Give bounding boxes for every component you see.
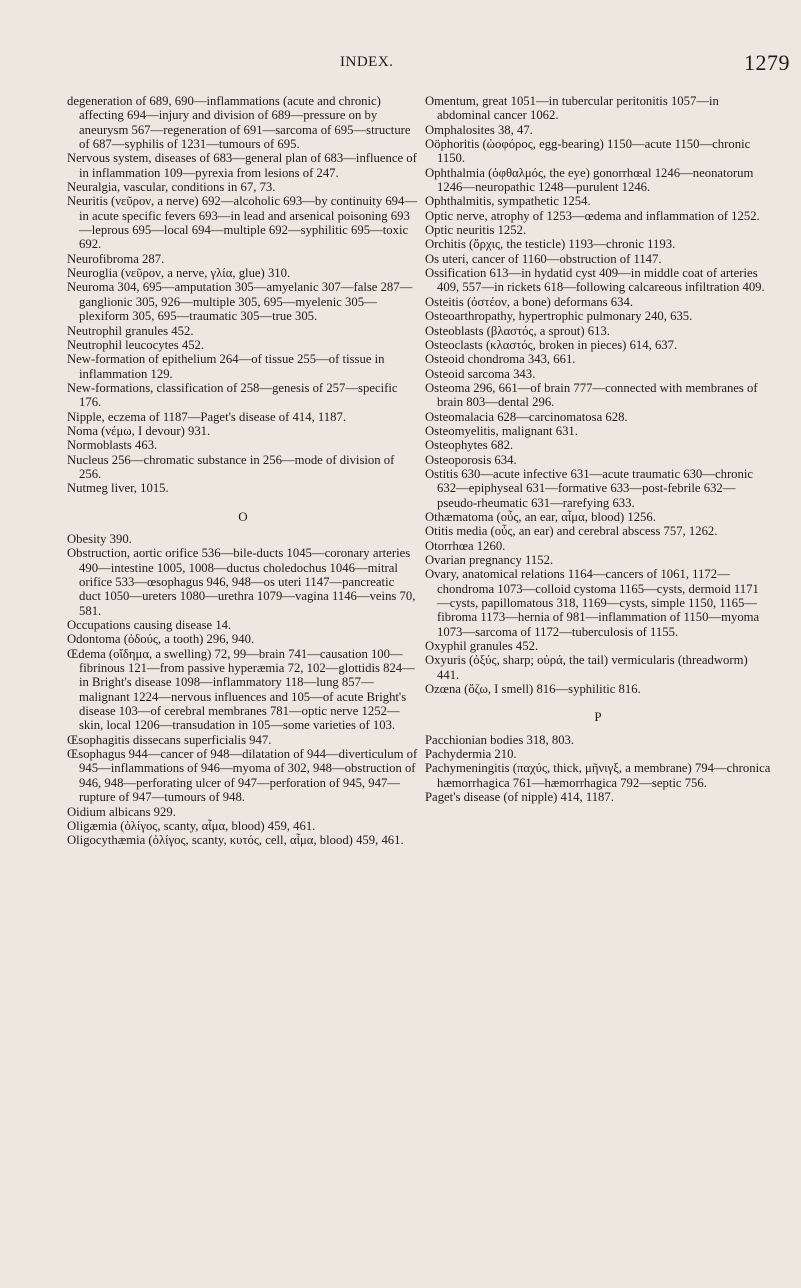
index-entry: Osteoporosis 634. (425, 452, 517, 467)
entries-p (425, 733, 771, 805)
index-entry: Nucleus 256—chromatic substance in 256—mode of division of 256. (67, 452, 395, 481)
index-entry: Osteophytes 682. (425, 438, 514, 453)
index-entry: Oöphoritis (ὠοφόρος, egg-bearing) 1150—acute 1150—chronic 1150. (425, 137, 751, 166)
running-head: INDEX. (340, 54, 394, 70)
index-entry: Osteoblasts (βλαστός, a sprout) 613. (425, 323, 610, 338)
index-entry: New-formation of epithelium 264—of tissue 255—of tissue in inflammation 129. (67, 352, 385, 381)
index-entry: Orchitis (ὄρχις, the testicle) 1193—chronic 1193. (425, 237, 676, 252)
index-entry: Neurofibroma 287. (67, 251, 165, 266)
index-entry: Osteoclasts (κλαστός, broken in pieces) 614, 637. (425, 337, 678, 352)
index-entry: Neuroglia (νεῦρον, a nerve, γλία, glue) 310. (67, 266, 291, 281)
index-column-right (425, 94, 771, 805)
index-entry: Neuritis (νεῦρον, a nerve) 692—alcoholic 693—by continuity 694—in acute specific fevers 693—in lead and arsenical poisoning 693—leprous 695—local 694—multiple 692—syphilitic 695—toxic 692. (67, 194, 418, 252)
index-entry: Normoblasts 463. (67, 438, 158, 453)
index-entry: Neutrophil leucocytes 452. (67, 337, 205, 352)
index-entry: Oxyuris (ὀξύς, sharp; οὐρά, the tail) vermicularis (threadworm) 441. (425, 653, 748, 682)
index-entry: Osteoid sarcoma 343. (425, 366, 536, 381)
index-entry: Oligocythæmia (ὀλίγος, scanty, κυτός, cell, αἷμα, blood) 459, 461. (67, 833, 404, 848)
index-entry: Pachydermia 210. (425, 747, 517, 762)
index-entry: Neutrophil granules 452. (67, 323, 194, 338)
index-entry: Oidium albicans 929. (67, 804, 176, 819)
index-entry: Osteoma 296, 661—of brain 777—connected with membranes of brain 803—dental 296. (425, 380, 758, 410)
index-entry: Œsophagitis dissecans superficialis 947. (67, 732, 272, 747)
index-entry: Ossification 613—in hydatid cyst 409—in middle coat of arteries 409, 557—in rickets 618—following calcareous infiltration 409. (425, 266, 765, 295)
index-entry: Neuroma 304, 695—amputation 305—amyelanic 307—false 287—ganglionic 305, 926—multiple 305, 695—myelenic 305—plexiform 305, 695—traumatic 305—true 305. (67, 280, 413, 324)
index-entry: Obstruction, aortic orifice 536—bile-ducts 1045—coronary arteries 490—intestine 1005, 1008—ductus choledochus 1046—mitral orifice 533—œsophagus 946, 948—os uteri 1147—pancreatic duct 1050—ureters 1080—urethra 1079—vagina 1146—veins 70, 581. (67, 546, 416, 618)
index-entry: Nutmeg liver, 1015. (67, 481, 169, 496)
index-entry: Oligæmia (ὀλίγος, scanty, αἷμα, blood) 459, 461. (67, 818, 316, 833)
index-entry: Ophthalmia (ὀφθαλμός, the eye) gonorrhœal 1246—neonatorum 1246—neuropathic 1248—purulent 1246. (425, 165, 754, 195)
index-entry: Optic neuritis 1252. (425, 223, 527, 238)
index-entry: Nervous system, diseases of 683—general plan of 683—influence of in inflammation 109—pyrexia from lesions of 247. (67, 151, 417, 180)
index-entry: Obesity 390. (67, 531, 132, 546)
index-entry: Paget's disease (of nipple) 414, 1187. (425, 790, 614, 805)
index-entry: Otitis media (οὖς, an ear) and cerebral abscess 757, 1262. (425, 524, 718, 539)
index-entry: Omphalosites 38, 47. (425, 122, 533, 137)
index-entry: Ovarian pregnancy 1152. (425, 553, 554, 567)
index-column-left (67, 94, 419, 848)
index-entry: Œsophagus 944—cancer of 948—dilatation of 944—diverticulum of 945—inflammations of 946—myoma of 302, 948—obstruction of 946, 948—perforating ulcer of 947—perforation of 945, 947—rupture of 947—tumours of 948. (67, 747, 418, 805)
entries-o (67, 532, 419, 848)
index-entry: degeneration of 689, 690—inflammations (acute and chronic) affecting 694—injury and division of 689—pressure on by aneurysm 567—regeneration of 691—sarcoma of 695—structure of 687—syphilis of 1231—tumours of 695. (67, 94, 411, 152)
index-entry: New-formations, classification of 258—genesis of 257—specific 176. (67, 380, 398, 410)
index-entry: Odontoma (ὀδούς, a tooth) 296, 940. (67, 632, 255, 647)
page-header (0, 44, 801, 84)
index-entry: Omentum, great 1051—in tubercular peritonitis 1057—in abdominal cancer 1062. (425, 94, 719, 123)
index-entry: Nipple, eczema of 1187—Paget's disease of 414, 1187. (67, 409, 346, 424)
index-entry: Ozœna (ὄζω, I smell) 816—syphilitic 816. (425, 682, 641, 697)
index-entry: Oxyphil granules 452. (425, 639, 539, 654)
index-entry: Ophthalmitis, sympathetic 1254. (425, 194, 591, 209)
index-entry: Noma (νέμω, I devour) 931. (67, 423, 211, 438)
index-entry: Occupations causing disease 14. (67, 618, 232, 633)
index-entry: Osteomalacia 628—carcinomatosa 628. (425, 409, 628, 424)
index-entry: Ostitis 630—acute infective 631—acute traumatic 630—chronic 632—epiphyseal 631—formative 633—post-febrile 632—pseudo-rheumatic 631—rarefying 633. (425, 466, 754, 510)
index-entry: Osteoarthropathy, hypertrophic pulmonary 240, 635. (425, 309, 693, 324)
page-number: 1279 (744, 50, 790, 75)
index-entry: Pachymeningitis (παχύς, thick, μῆνιγξ, a membrane) 794—chronica hæmorrhagica 761—hæmorrhagica 792—septic 756. (425, 761, 771, 790)
index-entry: Ovary, anatomical relations 1164—cancers of 1061, 1172—chondroma 1073—colloid cystoma 1165—cysts, dermoid 1171—cysts, papillomatous 318, 1169—cysts, simple 1150, 1165—fibroma 1173—hernia of 981—inflammation of 1150—myoma 1073—sarcoma of 1172—tuberculosis of 1155. (425, 567, 760, 639)
index-entry: Pacchionian bodies 318, 803. (425, 732, 575, 747)
entries-n-continued (67, 94, 419, 496)
index-entry: Neuralgia, vascular, conditions in 67, 73. (67, 180, 276, 195)
index-entry: Optic nerve, atrophy of 1253—œdema and inflammation of 1252. (425, 208, 760, 223)
index-entry: Os uteri, cancer of 1160—obstruction of 1147. (425, 251, 662, 266)
section-letter-o: O (238, 508, 248, 524)
index-entry: Osteoid chondroma 343, 661. (425, 352, 576, 367)
index-entry: Osteomyelitis, malignant 631. (425, 423, 578, 438)
index-entry: Œdema (οἴδημα, a swelling) 72, 99—brain 741—causation 100—fibrinous 121—from passive hyperæmia 72, 102—glottidis 824—in Bright's disease 1098—inflammatory 118—lung 857—malignant 1224—nervous influences and 105—of acute Bright's disease 103—of cerebral membranes 781—optic nerve 1252—skin, local 1206—transudation in 105—some varieties of 103. (67, 646, 415, 733)
index-entry: Osteitis (ὀστέον, a bone) deformans 634. (425, 294, 633, 309)
index-entry: Othæmatoma (οὖς, an ear, αἷμα, blood) 1256. (425, 509, 656, 524)
entries-o-continued (425, 94, 771, 696)
section-letter-p: P (594, 709, 602, 725)
index-entry: Otorrhœa 1260. (425, 538, 506, 553)
